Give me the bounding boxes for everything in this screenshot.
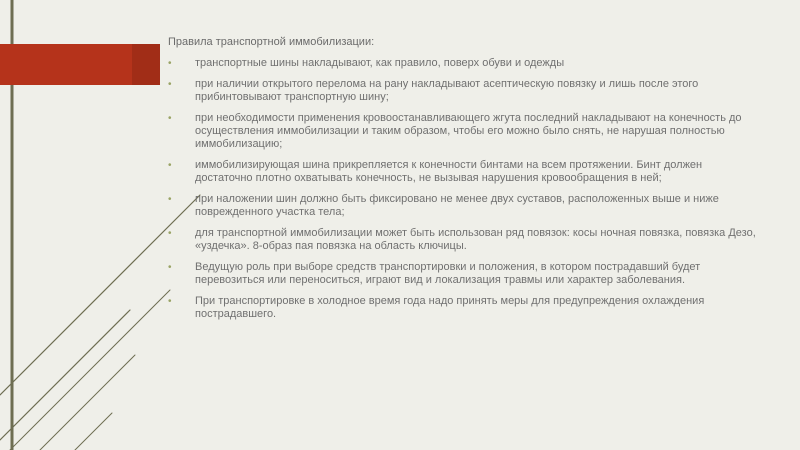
list-item-text: при необходимости применения кровоостанавливающего жгута последний накладывают на конечность до осуществления иммобилизации и таким образом, чтобы его можно было снять, не нарушая полностью иммобилизацию; [195,112,742,150]
bullet-icon: • [168,113,172,124]
list-item-text: Ведущую роль при выборе средств транспортировки и положения, в котором пострадавший будет перевозиться или переноситься, играют вид и локализация травмы или характер заболевания. [195,261,701,286]
list-item-text: при наложении шин должно быть фиксировано не менее двух суставов, расположенных выше и ниже поврежденного участка тела; [195,193,719,218]
list-item [168,159,758,185]
diagonal-line-5 [75,413,112,450]
list-item-text: транспортные шины накладывают, как правило, поверх обуви и одежды [195,57,565,69]
slide-body [168,36,758,329]
bullet-icon: • [168,160,172,171]
list-item [168,78,758,104]
bullet-list [168,57,758,321]
list-item-text: при наличии открытого перелома на рану накладывают асептическую повязку и лишь после этого прибинтовывают транспортную шину; [195,78,699,103]
bullet-icon: • [168,262,172,273]
list-item [168,295,758,321]
list-item-text: иммобилизирующая шина прикрепляется к конечности бинтами на всем протяжении. Бинт должен достаточно плотно охватывать конечность, не вызывая нарушения кровообращения в ней; [195,159,703,184]
slide-heading: Правила транспортной иммобилизации: [168,36,375,48]
list-item [168,227,758,253]
bullet-icon: • [168,79,172,90]
diagonal-line-4 [40,355,135,450]
bullet-icon: • [168,296,172,307]
list-item [168,112,758,151]
accent-red-bar-shade [132,44,160,85]
list-item-text: для транспортной иммобилизации может быть использован ряд повязок: косы ночная повязка, повязка Дезо, «уздечка». 8-образ пая повязка на область ключицы. [195,227,756,252]
list-item [168,261,758,287]
list-item-text: При транспортировке в холодное время года надо принять меры для предупреждения охлаждения пострадавшего. [195,295,705,320]
bullet-icon: • [168,58,172,69]
bullet-icon: • [168,194,172,205]
list-item [168,57,758,70]
bullet-icon: • [168,228,172,239]
list-item [168,193,758,219]
diagonal-line-3 [10,290,170,450]
